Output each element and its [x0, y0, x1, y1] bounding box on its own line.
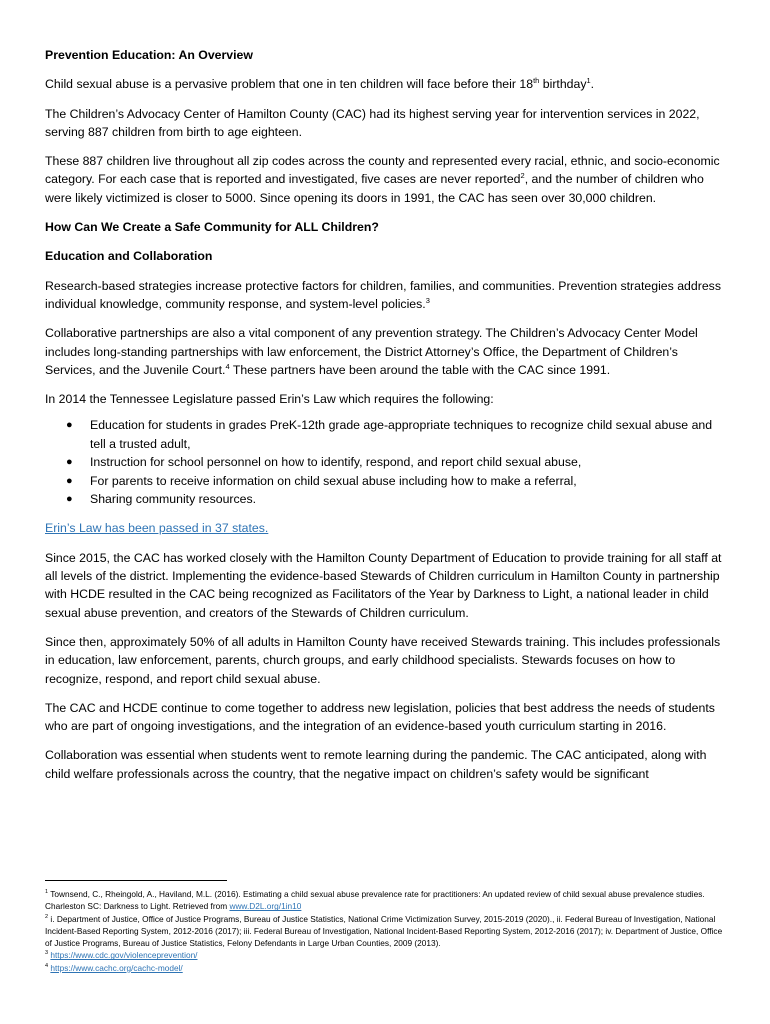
list-item: ● Sharing community resources. — [90, 490, 727, 508]
footnote-4: $^4$ https://www.cachc.org/cachc-model/ — [45, 962, 183, 973]
footnote-3-link[interactable]: https://www.cdc.gov/violenceprevention/ — [50, 950, 198, 961]
list-item: ● For parents to receive information on child sexual abuse including how to make a referral, — [90, 472, 727, 490]
heading-safe-community: How Can We Create a Safe Community for ALL Children? — [45, 220, 379, 235]
bullet-icon: ● — [66, 493, 73, 506]
paragraph-erins-law-intro: In 2014 the Tennessee Legislature passed Erin’s Law which requires the following: — [45, 392, 494, 407]
footnote-1-link[interactable]: www.D2L.org/1in10 — [229, 901, 302, 912]
bullet-icon: ● — [66, 456, 73, 469]
requirements-list — [45, 416, 727, 508]
document-body — [45, 46, 727, 783]
paragraph-hcde-training: Since 2015, the CAC has worked closely with the Hamilton County Department of Education to provide training for all staff at all levels of the district. Implementing the evidence-based Stewards of Children curriculum in Hamilton County in partnership with HCDE resulted in the CAC being recognized as Facilitators of the Year by Darkness to Light, a national leader in child sexual abuse prevention, and creators of the Stewards of Children curriculum. — [45, 550, 722, 620]
list-item: ● Instruction for school personnel on how to identify, respond, and report child sexual abuse, — [90, 453, 727, 471]
footnote-ref-3[interactable]: 3 — [425, 295, 430, 305]
footnote-ref-4[interactable]: 4 — [225, 361, 230, 371]
footnote-divider — [45, 880, 227, 881]
heading-education-collaboration: Education and Collaboration — [45, 249, 213, 264]
footnote-4-link[interactable]: https://www.cachc.org/cachc-model/ — [50, 962, 183, 973]
paragraph-serving-year: The Children’s Advocacy Center of Hamilton County (CAC) had its highest serving year for intervention services in 2022, serving 887 children from birth to age eighteen. — [45, 106, 700, 139]
paragraph-legislation: The CAC and HCDE continue to come together to address new legislation, policies that best address the needs of students who are part of ongoing investigations, and the integration of an evidence-based youth curriculum starting in 2016. — [45, 700, 715, 734]
paragraph-stewards-training: Since then, approximately 50% of all adults in Hamilton County have received Stewards training. This includes professionals in education, law enforcement, parents, church groups, and early childhood specialists. Stewards focuses on how to recognize, respond, and report child sexual abuse. — [45, 634, 721, 686]
footnote-ref-2[interactable]: 2 — [520, 171, 525, 181]
erins-law-states-link[interactable]: Erin’s Law has been passed in 37 states. — [45, 521, 269, 536]
erins-law-states-paragraph — [45, 519, 727, 537]
paragraph-research-strategies: Research-based strategies increase protective factors for children, families, and communities. Prevention strategies address individual knowledge, community response, and system-level policies.$^3$ — [45, 278, 721, 311]
list-item: ● Education for students in grades PreK-12th grade age-appropriate techniques to recognize child sexual abuse and tell a trusted adult, — [66, 418, 713, 451]
paragraph-partnerships: Collaborative partnerships are also a vital component of any prevention strategy. The Children’s Advocacy Center Model includes long-standing partnerships with law enforcement, the District Attorney’s Office, the Department of Children’s Services, and the Juvenile Court.$^4$ These partners have been around the table with the CAC since 1991. — [45, 326, 698, 377]
paragraph-prevalence: Child sexual abuse is a pervasive problem that one in ten children will face before their 18th birthday$^1$. — [45, 76, 595, 92]
footnote-ref-1[interactable]: 1 — [586, 76, 591, 86]
paragraph-zip-codes: These 887 children live throughout all zip codes across the county and represented every racial, ethnic, and socio-economic category. For each case that is reported and investigated, five cases are never reported$^2$, and the number of children who were likely victimized is closer to 5000. Since opening its doors in 1991, the CAC has seen over 30,000 children. — [45, 154, 720, 205]
footnotes — [45, 888, 727, 974]
footnote-3: $^3$ https://www.cdc.gov/violenceprevention/ — [45, 950, 198, 961]
bullet-icon: ● — [66, 419, 73, 432]
heading-overview: Prevention Education: An Overview — [45, 48, 253, 62]
bullet-icon: ● — [66, 474, 73, 487]
footnote-1: $^1$ Townsend, C., Rheingold, A., Haviland, M.L. (2016). Estimating a child sexual abuse prevalence rate for practitioners: An updated review of child sexual abuse prevalence studies. Charleston SC: Darkness to Light. Retrieved from www.D2L.org/1in10 — [45, 889, 705, 912]
paragraph-pandemic: Collaboration was essential when students went to remote learning during the pandemic. The CAC anticipated, along with child welfare professionals across the country, that the negative impact on children’s safety would be significant — [45, 748, 707, 781]
footnote-2: $^2$ i. Department of Justice, Office of Justice Programs, Bureau of Justice Statistics, National Crime Victimization Survey, 2015-2019 (2020)., ii. Federal Bureau of Investigation, National Incident-Based Reporting System, 2012-2016 (2017); iii. Federal Bureau of Investigation, National Incident-Based Reporting System, 2012-2016 (2017); iv. Department of Justice, Office of Justice Programs, Bureau of Justice Statistics, Felony Defendants in Large Urban Counties, 2009 (2013). — [45, 913, 723, 949]
